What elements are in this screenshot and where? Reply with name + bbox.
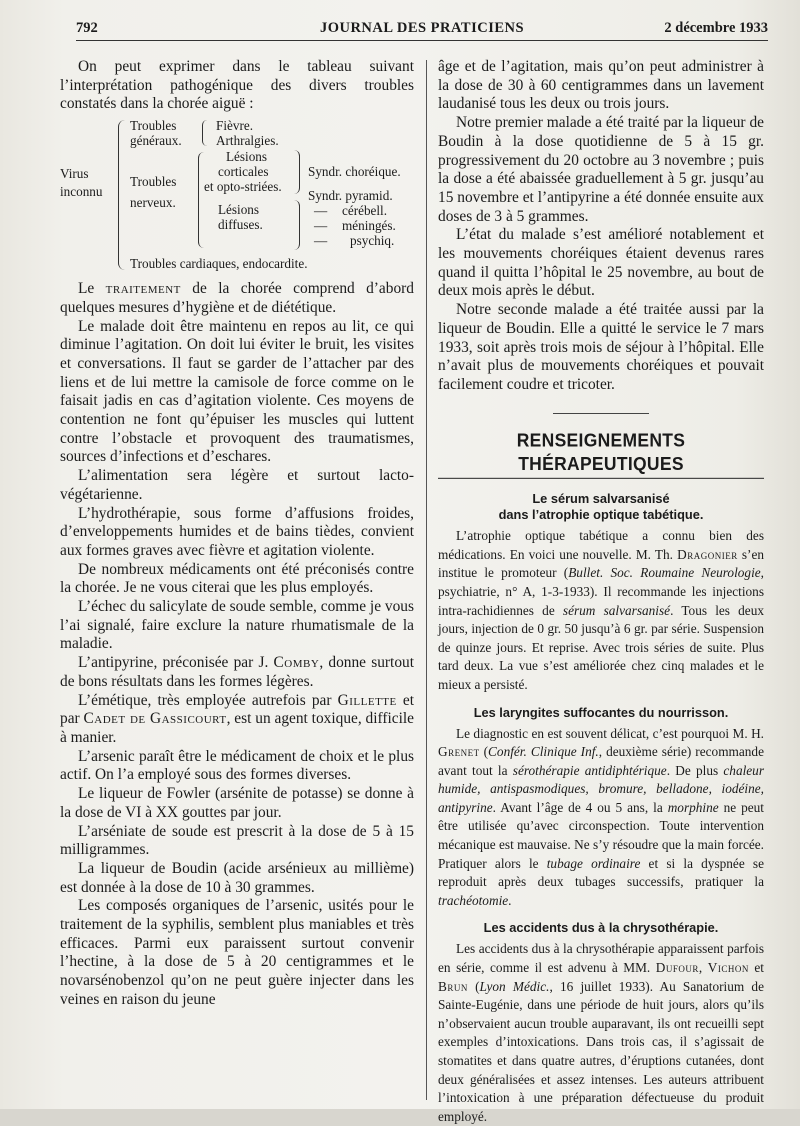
article-title: Le sérum salvarsanisé <box>532 491 670 507</box>
paragraph: L’émétique, très employée autrefois par Gillette et par Cadet de Gassicourt, est un agent toxique, difficile à manier. <box>60 691 414 746</box>
paragraph: âge et de l’agitation, mais qu’on peut administrer à la dose de 30 à 60 centigrammes dans un lavement laudanisé tous les deux ou trois jours. <box>438 58 764 113</box>
table-ld2: diffuses. <box>218 217 263 233</box>
column-divider <box>426 60 427 1100</box>
paragraph: Notre seconde malade a été traitée aussi par la liqueur de Boudin. Elle a quitté le service le 7 mars 1933, soit après trois mois de séjour à l’hôpital. Elle n’avait plus de mouvements choréiques et pouvait facilement coudre et tricoter. <box>438 301 764 393</box>
table-fievre: Fièvre. <box>216 118 253 134</box>
table-ld1: Lésions <box>218 202 260 218</box>
table-virus-2: inconnu <box>60 184 103 200</box>
article-title: Les accidents dus à la chrysothérapie. <box>483 920 719 936</box>
article-subtitle: dans l’atrophie optique tabétique. <box>498 507 704 523</box>
table-tg2: généraux. <box>130 133 182 149</box>
paragraph: De nombreux médicaments ont été préconisés contre la chorée. Je ne vous citerai que les plus employés. <box>60 560 414 597</box>
paragraph: L’état du malade s’est amélioré notablement et les mouvements choréiques étaient devenus rares quand il quitta l’hôpital le 25 novembre, au bout de deux mois après le début. <box>438 226 764 300</box>
table-dash-1: — <box>314 203 328 219</box>
table-cardiac: Troubles cardiaques, endocardite. <box>130 256 308 272</box>
table-arthralgies: Arthralgies. <box>216 133 279 149</box>
paragraph: Le malade doit être maintenu en repos au lit, ce qui diminue l’agitation. On doit lui éviter le bruit, les visites et conversations. Il faut se garder de l’attacher par des liens et de lui mettre la camisole de force comme on le faisait jadis en cas d’agitation violente. Ces moyens de contention ne font qu’épuiser les muscles qui luttent contre l’obstacle et provoquent des traumatismes, sources d’infections et d’eschares. <box>60 317 414 466</box>
paragraph: L’alimentation sera légère et surtout lacto-végétarienne. <box>60 467 414 503</box>
paragraph: L’hydrothérapie, sous forme d’affusions froides, d’enveloppements humides et de bains tièdes, convient aux formes graves avec fièvre et agitation violente. <box>60 504 414 559</box>
brace-lc <box>294 150 300 194</box>
article-body: L’atrophie optique tabétique a connu bien des médications. En voici une nouvelle. M. Th. Dragonier s’en institue le promoteur (Bullet. Soc. Roumaine Neurologie, psychiatrie, n° A, 1-3-1933). Il recommande les injections intra-rachidiennes de sérum salvarsanisé. Tous les deux jours, injection de 0 gr. 50 jusqu’à 6 gr. par série. Suspension de quinze jours. Et reprise. Avec trois séries de suite. Plus tard deux. La vue s’est améliorée chez cinq malades et le mieux a persisté. <box>438 528 764 692</box>
paragraph: L’arsenic paraît être le médicament de choix et le plus actif. On l’a employé sous des formes diverses. <box>60 747 414 784</box>
table-tn1: Troubles <box>130 174 177 190</box>
intro-paragraph: On peut exprimer dans le tableau suivant l’interprétation pathogénique des divers troubles constatés dans la chorée aiguë : <box>60 58 414 113</box>
paragraph: L’antipyrine, préconisée par J. Comby, donne surtout de bons résultats dans les formes légères. <box>60 654 414 690</box>
brace-tg <box>202 120 207 146</box>
outer-brace <box>118 120 125 270</box>
page-number: 792 <box>76 20 98 36</box>
table-syn-pyr: Syndr. pyramid. <box>308 188 393 204</box>
table-lc3: et opto-striées. <box>204 179 282 195</box>
table-psy: psychiq. <box>350 233 395 249</box>
table-lc1: Lésions <box>226 149 268 165</box>
table-syn-chor: Syndr. choréique. <box>308 164 401 180</box>
article-title: Les laryngites suffocantes du nourrisson. <box>473 704 729 720</box>
paragraph: L’échec du salicylate de soude semble, comme je vous l’ai signalé, faire exclure la nature rhumatismale de la maladie. <box>60 598 414 653</box>
section-title: RENSEIGNEMENTS THÉRAPEUTIQUES <box>438 428 764 479</box>
paragraph: Le liqueur de Fowler (arsénite de potasse) se donne à la dose de VI à XX gouttes par jour. <box>60 785 414 821</box>
brace-tn <box>198 152 204 248</box>
journal-title: JOURNAL DES PRATICIENS <box>319 20 525 36</box>
table-dash-3: — <box>314 233 328 249</box>
paragraph: Les composés organiques de l’arsenic, usités pour le traitement de la syphilis, semblent plus maniables et très efficaces. Parmi eux paraissent surtout convenir l’hectine, à la dose de 5 à 20 centigrammes et le novarsénobenzol qu’on ne peut guère injecter dans les veines en raison du jeune <box>60 897 414 1008</box>
article-body: Les accidents dus à la chrysothérapie apparaissent parfois en série, comme il est advenu à MM. Dufour, Vichon et Brun (Lyon Médic., 16 juillet 1933). Au Sanatorium de Sainte-Eugénie, dans une période de huit jours, alors qu’ils n’observaient aucun trouble auparavant, ils ont recueilli sept exemples d’intoxications. Dans trois cas, il s’agissait de stomatites et dans quatre autres, d’éruptions cutanées, dont deux généralisées et assez intenses. Les auteurs attribuent l’intoxication à une préparation défectueuse du produit employé. <box>438 941 765 1124</box>
issue-date: 2 décembre 1933 <box>664 20 768 36</box>
article-chrysotherapie <box>438 920 764 1126</box>
table-lc2: corticales <box>218 164 269 180</box>
table-tg1: Troubles <box>130 118 177 134</box>
table-men: méningés. <box>342 218 396 234</box>
brace-ld <box>294 200 300 250</box>
article-salvarsan <box>438 491 764 694</box>
paragraph: La liqueur de Boudin (acide arsénieux au millième) est donnée à la dose de 10 à 30 grammes. <box>60 859 414 896</box>
paragraph: L’arséniate de soude est prescrit à la dose de 5 à 15 milligrammes. <box>60 822 414 859</box>
table-tn2: nerveux. <box>130 195 176 211</box>
section-separator <box>553 413 649 415</box>
table-dash-2: — <box>314 218 328 234</box>
article-laryngites <box>438 705 764 911</box>
table-virus: Virus <box>60 166 89 182</box>
running-header <box>76 18 768 41</box>
article-body: Le diagnostic en est souvent délicat, c’est pourquoi M. H. Grenet (Confér. Clinique Inf., deuxième série) recommande avant tout la sérothérapie antidiphtérique. De plus chaleur humide, antispasmodiques, bromure, belladone, iodéine, antipyrine. Avant l’âge de 4 ou 5 ans, la morphine ne peut être utilisée qu’avec circonspection. Toute intervention mécanique est mauvaise. Ne s’y résoudre que la main forcée. Pratiquer alors le tubage ordinaire et si la dyspnée se reproduit après deux tubages successifs, pratiquer la trachéotomie. <box>438 725 765 908</box>
paragraph: Notre premier malade a été traité par la liqueur de Boudin à la dose quotidienne de 5 à 15 gr. progressivement du 20 octobre au 3 novembre ; puis la dose a été abaissée graduellement à 5 gr. jusqu’au 15 novembre et l’antipyrine a été donnée ensuite aux doses de 3 à 5 grammes. <box>438 114 764 225</box>
left-column <box>60 58 414 1010</box>
pathogenic-table <box>60 116 414 276</box>
table-cer: cérébell. <box>342 203 388 219</box>
right-column <box>438 58 764 1126</box>
paragraph: Le traitement de la chorée comprend d’abord quelques mesures d’hygiène et de diététique. <box>60 280 414 316</box>
